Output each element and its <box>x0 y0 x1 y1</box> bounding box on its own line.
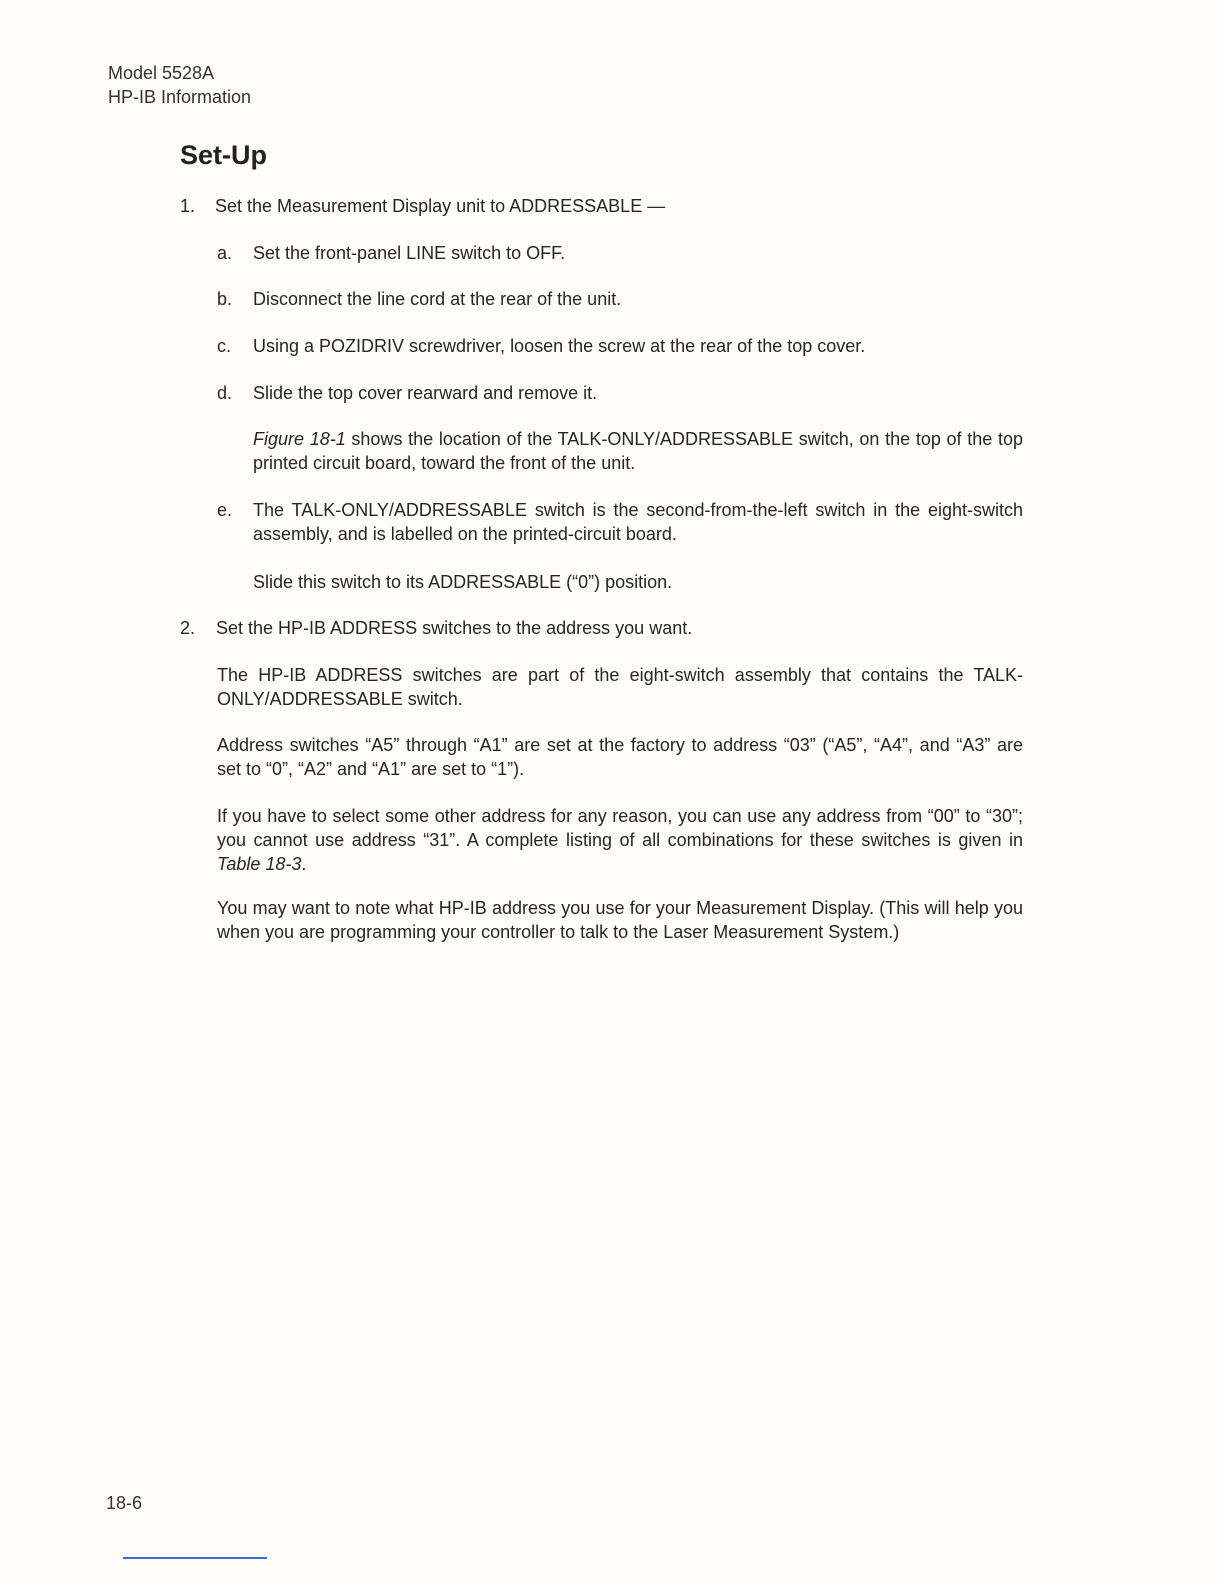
substep-c <box>217 334 1023 358</box>
substep-e <box>217 498 1023 546</box>
header-section: HP-IB Information <box>108 87 252 107</box>
scan-edge-line <box>123 1557 267 1559</box>
table-reference: Table 18-3 <box>217 854 302 874</box>
step-text: Set the Measurement Display unit to ADDRESSABLE — <box>215 196 666 216</box>
slide-note: Slide this switch to its ADDRESSABLE (“0”) position. <box>253 572 673 592</box>
paragraph-text: If you have to select some other address for any reason, you can use any address from “00” to “30”; you cannot use address “31”. A complete listing of all combinations for these switches is given in <box>217 806 1023 850</box>
substep-b <box>217 287 1023 311</box>
substep-letter: d. <box>217 383 233 403</box>
step-text: Set the HP-IB ADDRESS switches to the address you want. <box>216 618 693 638</box>
substep-d <box>217 381 1023 405</box>
substep-letter: e. <box>217 500 233 520</box>
step-number: 1. <box>180 196 196 216</box>
substep-letter: b. <box>217 289 233 309</box>
substep-text: Set the front-panel LINE switch to OFF. <box>253 243 566 263</box>
substep-text: Slide the top cover rearward and remove it. <box>253 383 598 403</box>
substep-text: The TALK-ONLY/ADDRESSABLE switch is the second-from-the-left switch in the eight-switch assembly, and is labelled on the printed-circuit board. <box>253 500 1023 544</box>
section-title: Set-Up <box>180 140 267 170</box>
substep-letter: a. <box>217 243 233 263</box>
substep-letter: c. <box>217 336 232 356</box>
step-number: 2. <box>180 618 196 638</box>
paragraph-factory-address: Address switches “A5” through “A1” are set at the factory to address “03” (“A5”, “A4”, and “A3” are set to “0”, “A2” and “A1” are set to “1”). <box>217 735 1023 779</box>
page-number: 18-6 <box>106 1493 143 1513</box>
paragraph-text-end: . <box>301 854 307 874</box>
header-model: Model 5528A <box>108 63 215 83</box>
figure-note <box>253 427 1023 475</box>
paragraph-other-address <box>217 804 1023 876</box>
substep-a <box>217 241 1023 265</box>
substep-text: Using a POZIDRIV screwdriver, loosen the screw at the rear of the top cover. <box>253 336 866 356</box>
paragraph-note-address: You may want to note what HP-IB address you use for your Measurement Display. (This will help you when you are programming your controller to talk to the Laser Measurement System.) <box>217 898 1023 942</box>
paragraph-switch-assembly: The HP-IB ADDRESS switches are part of the eight-switch assembly that contains the TALK-ONLY/ADDRESSABLE switch. <box>217 665 1023 709</box>
figure-reference: Figure 18-1 <box>253 429 346 449</box>
figure-note-text: shows the location of the TALK-ONLY/ADDRESSABLE switch, on the top of the top printed circuit board, toward the front of the unit. <box>253 429 1023 473</box>
running-header <box>108 61 251 109</box>
substep-text: Disconnect the line cord at the rear of the unit. <box>253 289 622 309</box>
